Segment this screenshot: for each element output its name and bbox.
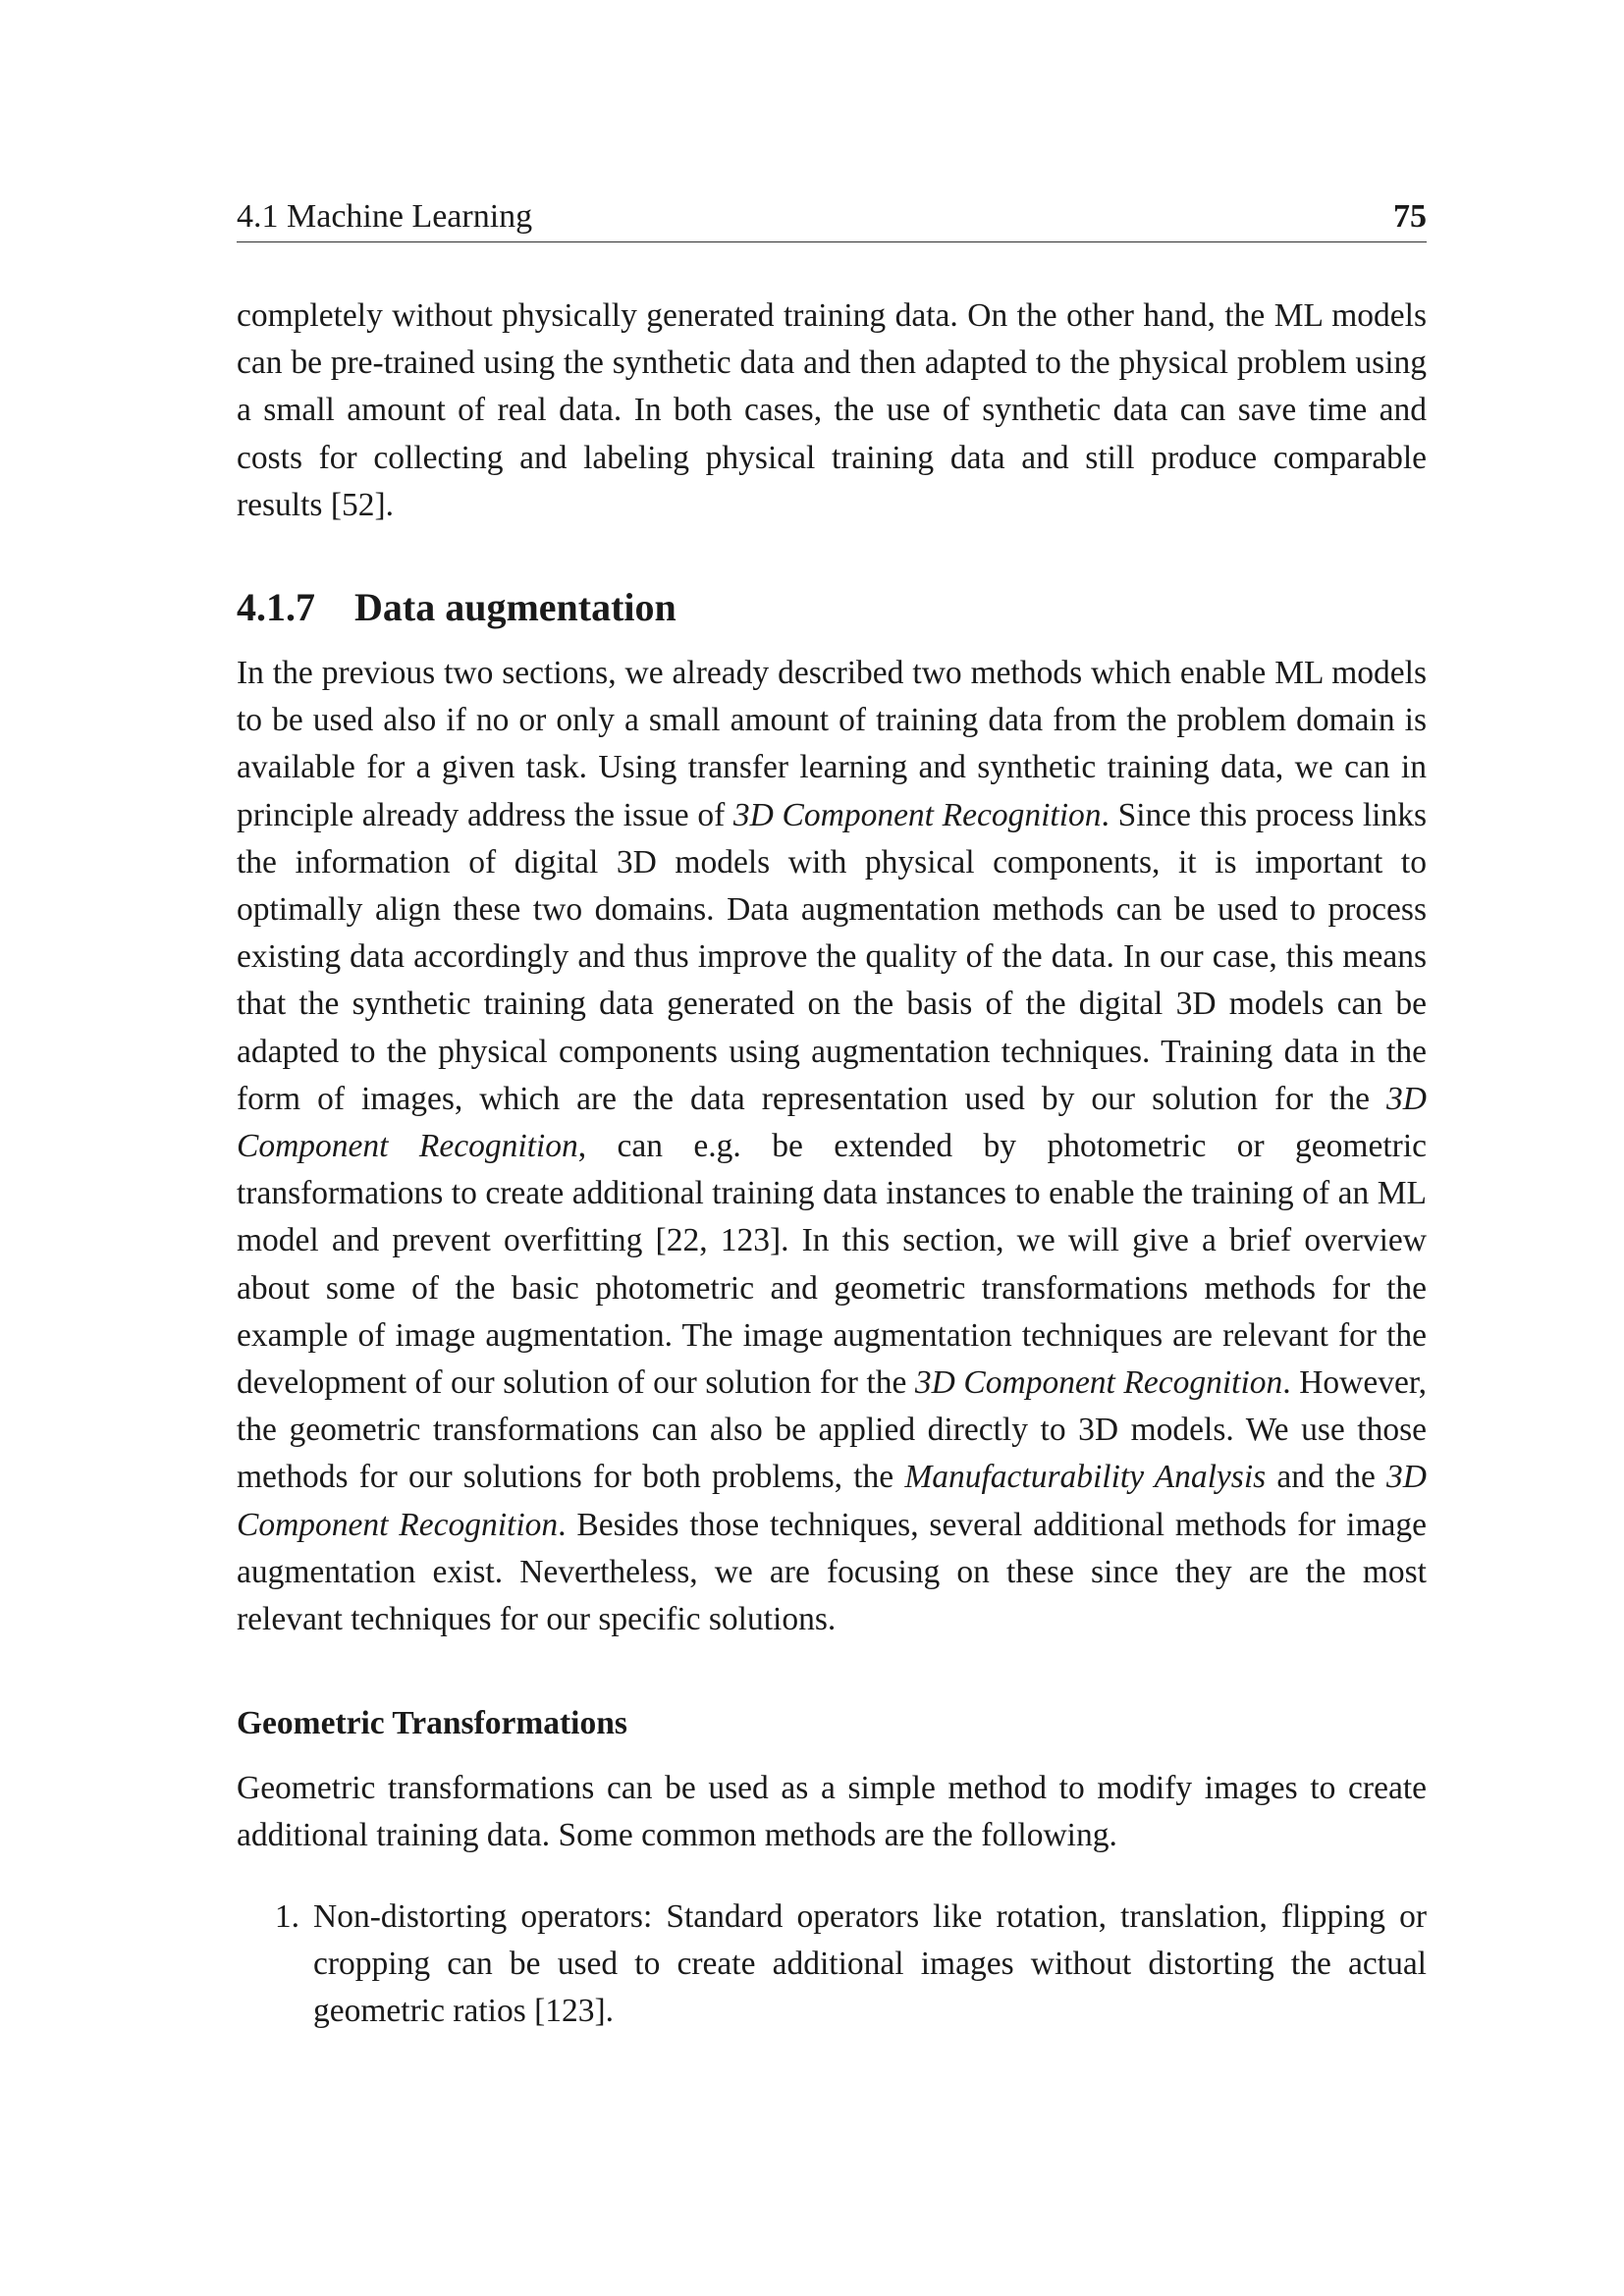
emphasis-term: 3D Component Recognition bbox=[914, 1364, 1283, 1402]
emphasis-term: 3D Component Recognition bbox=[237, 1080, 1427, 1165]
list-item bbox=[237, 1894, 1427, 2036]
continuation-paragraph: completely without physically generated training data. On the other hand, the ML models can be pre-trained using the synthetic data and then adapted to the physical problem using a small amount of real data. In both cases, the use of synthetic data can save time and costs for collecting and labeling physical training data and still produce comparable results [52]. bbox=[237, 297, 1427, 523]
list-marker-text: 1. bbox=[274, 1897, 299, 1935]
emphasis-term: 3D Component Recognition bbox=[237, 1459, 1427, 1543]
page-number: 75 bbox=[1393, 198, 1427, 235]
text-run: In the previous two sections, we already described two methods which enable ML models to be used also if no or only a small amount of training data from the problem domain is available for a given task. Using transfer learning and synthetic training data, we can in principle already address the issue of bbox=[237, 655, 1427, 833]
emphasis-term: 3D Component Recognition bbox=[732, 796, 1102, 833]
section-number: 4.1.7 bbox=[237, 585, 315, 630]
subsection-heading: Geometric Transformations bbox=[237, 1705, 627, 1742]
text-run: . However, the geometric transformations can also be applied directly to 3D models. We use those methods for our solutions for both problems, the bbox=[237, 1364, 1428, 1496]
subsection-intro: Geometric transformations can be used as a simple method to modify images to create additional training data. Some common methods are the following. bbox=[237, 1770, 1427, 1854]
section-title: Data augmentation bbox=[354, 585, 677, 630]
list-item-text: Non-distorting operators: Standard operators like rotation, translation, flipping or cropping can be used to create additional images without distorting the actual geometric ratios [123]. bbox=[313, 1897, 1427, 2030]
text-run: . Besides those techniques, several additional methods for image augmentation exist. Nevertheless, we are focusing on these since they are the most relevant techniques for our specific solutions. bbox=[237, 1506, 1427, 1638]
section-heading bbox=[237, 583, 1427, 632]
list-marker bbox=[237, 1894, 313, 2036]
running-header bbox=[237, 194, 1427, 242]
text-run: . Since this process links the information of digital 3D models with physical components, it is important to optimally align these two domains. Data augmentation methods can be used to process existing data accordingly and thus improve the quality of the data. In our case, this means that the synthetic training data generated on the basis of the digital 3D models can be adapted to the physical components using augmentation techniques. Training data in the form of images, which are the data representation used by our solution for the bbox=[237, 796, 1428, 1117]
emphasis-term: Manufacturability Analysis bbox=[904, 1459, 1267, 1496]
text-run: , can e.g. be extended by photometric or geometric transformations to create additional training data instances to enable the training of an ML model and prevent overfitting [22, 123]. In this section, we will give a brief overview about some of the basic photometric and geometric transformations methods for the example of image augmentation. The image augmentation techniques are relevant for the development of our solution of our solution for the bbox=[237, 1128, 1427, 1402]
enumerated-list bbox=[237, 1894, 1427, 2036]
text-run: and the bbox=[1266, 1459, 1387, 1496]
page-body bbox=[237, 293, 1427, 2035]
running-header-section: 4.1 Machine Learning bbox=[237, 198, 533, 235]
section-paragraph bbox=[237, 650, 1427, 1643]
